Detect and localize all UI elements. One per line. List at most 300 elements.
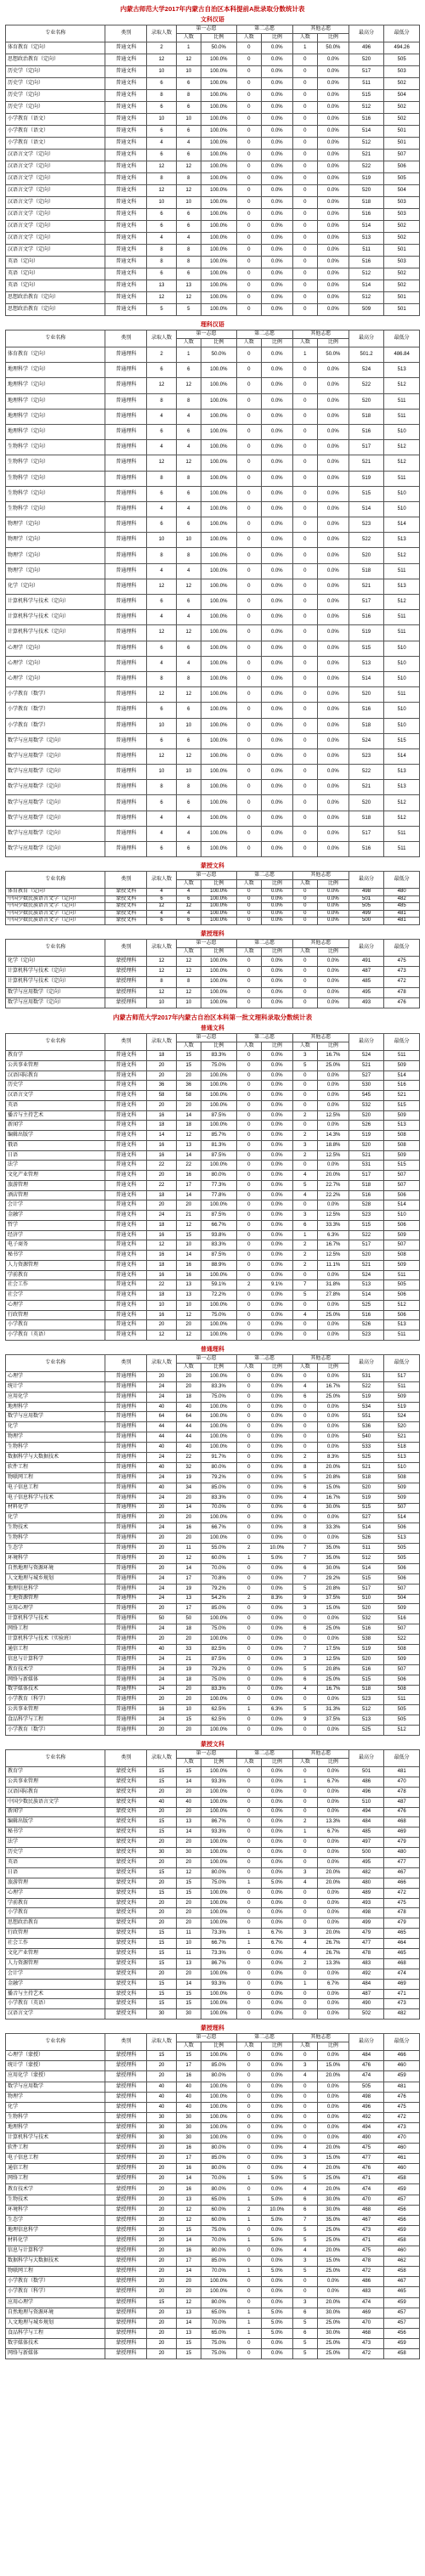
cell-first-count: 16 [176,2144,201,2154]
cell-other-ratio: 12.5% [318,1110,349,1121]
cell-other-ratio: 35.0% [318,1544,349,1554]
cell-plan: 8 [147,90,176,102]
cell-major: 信息与计算科学 [6,2246,105,2257]
cell-second-ratio: 0.0% [261,1503,292,1513]
cell-first-ratio: 100.0% [201,501,237,517]
table-row [6,1604,420,1614]
cell-other-count: 3 [292,1604,317,1614]
cell-plan: 20 [147,2287,176,2297]
table-row [6,1969,420,1979]
cell-max: 514 [348,126,384,138]
section-title: 蒙授文科 [201,1741,224,1748]
cell-other-count: 0 [292,987,317,997]
cell-other-ratio: 0.0% [318,2051,349,2061]
cell-plan: 12 [147,903,176,911]
cell-category: 普通文科 [105,1100,147,1110]
cell-first-count: 22 [176,1453,201,1463]
cell-first-ratio: 100.0% [201,2051,237,2061]
cell-other-count: 0 [292,910,317,918]
cell-max: 525 [348,1300,384,1310]
cell-second-count: 0 [236,363,261,378]
cell-plan: 24 [147,1584,176,1594]
cell-other-ratio: 0.0% [318,703,349,718]
cell-second-count: 0 [236,1664,261,1675]
table-row [6,1878,420,1888]
cell-max: 551 [348,1412,384,1422]
cell-category: 普通理科 [105,533,147,548]
cell-other-count: 5 [292,1705,317,1715]
cell-first-ratio: 100.0% [201,1969,237,1979]
table-row [6,1777,420,1787]
col-header-count: 人数 [292,1042,317,1051]
table-row [6,1161,420,1171]
cell-second-count: 0 [236,138,261,150]
cell-second-count: 1 [236,2235,261,2246]
cell-second-count: 0 [236,2009,261,2020]
cell-major: 汉语言文学（定向） [6,173,105,185]
cell-second-count: 0 [236,1777,261,1787]
cell-other-ratio: 0.0% [318,1121,349,1131]
table-row [6,1412,420,1422]
cell-min: 512 [384,595,420,610]
cell-min: 513 [384,765,420,780]
table-row [6,718,420,733]
cell-plan: 12 [147,185,176,197]
cell-other-ratio: 18.8% [318,1140,349,1150]
col-header-count: 人数 [236,1758,261,1766]
cell-second-count: 0 [236,185,261,197]
cell-other-count: 0 [292,718,317,733]
cell-other-ratio: 0.0% [318,245,349,257]
cell-second-ratio: 5.0% [261,1878,292,1888]
cell-other-count: 5 [292,1060,317,1071]
cell-other-count: 0 [292,1858,317,1868]
cell-first-ratio: 80.0% [201,2164,237,2174]
cell-min: 475 [384,1898,420,1908]
col-header-major: 专业名称 [6,1354,105,1371]
cell-other-count: 0 [292,455,317,471]
cell-max: 469 [348,2308,384,2318]
cell-other-count: 0 [292,268,317,280]
cell-other-ratio: 22.2% [318,1190,349,1200]
cell-first-count: 18 [176,1624,201,1635]
table-row [6,209,420,221]
table-row [6,1534,420,1544]
cell-other-count: 0 [292,656,317,671]
cell-min: 505 [384,1544,420,1554]
cell-second-count: 0 [236,548,261,563]
cell-other-ratio: 0.0% [318,1432,349,1443]
cell-first-ratio: 85.0% [201,2061,237,2071]
cell-major: 食品科学与工程 [6,2328,105,2338]
cell-other-count: 6 [292,2308,317,2318]
cell-second-ratio: 0.0% [261,1260,292,1270]
cell-min: 510 [384,1462,420,1472]
cell-major: 数据科学与大数据技术 [6,1453,105,1463]
cell-category: 普通理科 [105,1402,147,1412]
cell-first-ratio: 100.0% [201,245,237,257]
cell-category: 蒙授文科 [105,1797,147,1807]
cell-min: 506 [384,1190,420,1200]
table-row [6,501,420,517]
cell-second-ratio: 0.0% [261,1715,292,1726]
cell-second-count: 0 [236,161,261,173]
header-row-top [6,2034,420,2042]
cell-second-ratio: 0.0% [261,1766,292,1777]
cell-plan: 18 [147,1260,176,1270]
cell-max: 521 [348,1150,384,1161]
cell-max: 482 [348,1867,384,1878]
cell-other-count: 0 [292,1999,317,2009]
cell-plan: 15 [147,2297,176,2308]
cell-second-ratio: 0.0% [261,1371,292,1381]
cell-other-count: 0 [292,2287,317,2297]
cell-other-ratio: 0.0% [318,2122,349,2133]
cell-min: 509 [384,1604,420,1614]
cell-major: 汉语言文学 [6,2009,105,2020]
cell-other-count: 7 [292,1280,317,1291]
col-header-first-choice: 第一志愿 [176,1034,236,1042]
cell-second-count: 0 [236,1503,261,1513]
cell-second-ratio: 5.0% [261,2318,292,2328]
admission-table [5,1354,420,1736]
cell-second-count: 0 [236,501,261,517]
cell-first-ratio: 79.2% [201,1584,237,1594]
cell-other-count: 0 [292,533,317,548]
cell-first-ratio: 100.0% [201,2277,237,2287]
cell-other-ratio: 26.7% [318,1939,349,1949]
cell-second-count: 0 [236,1523,261,1534]
table-row [6,2092,420,2102]
cell-other-ratio: 25.0% [318,1310,349,1320]
col-header-second-choice: 第二志愿 [236,1034,292,1042]
cell-first-ratio: 100.0% [201,1513,237,1523]
cell-first-ratio: 81.3% [201,1140,237,1150]
cell-major: 地理科学（定向） [6,409,105,424]
table-row [6,2009,420,2020]
cell-major: 思想政治教育（定向） [6,292,105,304]
cell-first-ratio: 100.0% [201,595,237,610]
cell-second-count: 0 [236,765,261,780]
table-row [6,161,420,173]
cell-min: 458 [384,2348,420,2359]
cell-major: 物理学（定向） [6,563,105,579]
col-header-major: 专业名称 [6,872,105,889]
col-header-ratio: 比例 [318,2042,349,2051]
table-row [6,1929,420,1939]
cell-major: 化学（定向） [6,956,105,966]
cell-second-ratio: 6.3% [261,1705,292,1715]
cell-first-ratio: 77.3% [201,1180,237,1190]
cell-second-count: 0 [236,2184,261,2195]
cell-max: 517 [348,826,384,841]
cell-other-count: 0 [292,749,317,764]
cell-second-count: 0 [236,1644,261,1654]
cell-min: 511 [384,409,420,424]
cell-max: 536 [348,1422,384,1432]
col-header-count: 人数 [176,947,201,956]
cell-major: 英语（定向） [6,257,105,268]
table-row [6,409,420,424]
cell-other-ratio: 30.0% [318,2308,349,2318]
cell-second-count: 0 [236,1908,261,1918]
cell-second-count: 0 [236,687,261,703]
cell-plan: 6 [147,842,176,857]
cell-plan: 20 [147,1726,176,1736]
cell-second-count: 0 [236,440,261,455]
cell-first-count: 12 [176,1131,201,1141]
cell-first-ratio: 100.0% [201,1161,237,1171]
cell-other-count: 2 [292,1110,317,1121]
cell-major: 物理学 [6,1432,105,1443]
cell-first-count: 4 [176,138,201,150]
col-header-count: 人数 [176,880,201,889]
cell-first-ratio: 100.0% [201,517,237,533]
cell-second-count: 0 [236,1726,261,1736]
cell-major: 数据科学与大数据技术 [6,2257,105,2267]
cell-first-ratio: 66.7% [201,1939,237,1949]
cell-category: 普通理科 [105,842,147,857]
cell-plan: 10 [147,997,176,1008]
cell-other-ratio: 25.0% [318,1392,349,1402]
cell-first-count: 15 [176,2348,201,2359]
cell-first-ratio: 79.2% [201,1664,237,1675]
cell-other-ratio: 0.0% [318,1200,349,1211]
cell-second-count: 0 [236,1918,261,1929]
cell-category: 蒙授文科 [105,1918,147,1929]
cell-other-ratio: 30.0% [318,1563,349,1573]
cell-major: 数学与应用数学（定向） [6,997,105,1008]
cell-major: 数学与应用数学（定向） [6,733,105,749]
cell-category: 普通文科 [105,1121,147,1131]
cell-min: 509 [384,1150,420,1161]
cell-min: 478 [384,1908,420,1918]
cell-plan: 12 [147,378,176,393]
cell-plan: 4 [147,501,176,517]
table-row [6,563,420,579]
cell-first-count: 15 [176,1060,201,1071]
table-row [6,780,420,795]
col-header-second-choice: 第二志愿 [236,330,292,339]
header-row-top [6,1034,420,1042]
cell-other-ratio: 25.0% [318,2225,349,2235]
cell-first-count: 6 [176,424,201,439]
cell-first-count: 15 [176,2225,201,2235]
cell-second-ratio: 5.0% [261,2215,292,2225]
cell-other-ratio: 20.0% [318,2164,349,2174]
cell-second-count: 0 [236,1443,261,1453]
cell-first-ratio: 66.7% [201,1523,237,1534]
cell-plan: 16 [147,1705,176,1715]
cell-second-ratio: 0.0% [261,409,292,424]
cell-max: 512 [348,102,384,114]
cell-first-ratio: 100.0% [201,889,237,896]
cell-min: 511 [384,1270,420,1280]
cell-plan: 4 [147,656,176,671]
cell-second-ratio: 0.0% [261,2133,292,2144]
cell-other-count: 4 [292,1939,317,1949]
cell-second-ratio: 0.0% [261,625,292,641]
cell-max: 498 [348,2092,384,2102]
cell-max: 498 [348,889,384,896]
cell-other-ratio: 0.0% [318,733,349,749]
cell-max: 501 [348,895,384,903]
col-header-category: 类别 [105,2034,147,2051]
table-row [6,1230,420,1240]
cell-second-count: 0 [236,1432,261,1443]
cell-other-count: 7 [292,2215,317,2225]
cell-first-count: 10 [176,1240,201,1251]
cell-category: 蒙授文科 [105,1867,147,1878]
col-header-ratio: 比例 [318,1042,349,1051]
cell-category: 普通理科 [105,795,147,811]
cell-other-count: 0 [292,501,317,517]
cell-min: 482 [384,895,420,903]
cell-category: 普通理科 [105,1644,147,1654]
cell-min: 501 [384,138,420,150]
cell-category: 普通理科 [105,1726,147,1736]
cell-min: 466 [384,1878,420,1888]
cell-first-count: 6 [176,221,201,233]
cell-min: 507 [384,1171,420,1181]
cell-other-count: 0 [292,1121,317,1131]
cell-first-ratio: 70.8% [201,1573,237,1584]
cell-first-count: 20 [176,1071,201,1081]
cell-second-ratio: 0.0% [261,1848,292,1858]
cell-category: 蒙授理科 [105,977,147,987]
cell-second-count: 0 [236,1635,261,1645]
cell-other-count: 0 [292,173,317,185]
cell-second-count: 0 [236,1270,261,1280]
cell-category: 普通理科 [105,1412,147,1422]
col-header-major: 专业名称 [6,25,105,42]
cell-first-count: 40 [176,1402,201,1412]
cell-second-count: 0 [236,997,261,1008]
cell-other-ratio: 0.0% [318,114,349,126]
cell-other-count: 0 [292,257,317,268]
cell-max: 533 [348,1443,384,1453]
cell-max: 522 [348,533,384,548]
cell-other-ratio: 0.0% [318,209,349,221]
cell-second-ratio: 0.0% [261,703,292,718]
cell-second-ratio: 0.0% [261,1604,292,1614]
cell-second-count: 0 [236,1898,261,1908]
cell-other-ratio: 0.0% [318,1766,349,1777]
col-header-count: 人数 [176,1758,201,1766]
cell-second-count: 0 [236,2257,261,2267]
cell-plan: 24 [147,1453,176,1463]
cell-second-ratio: 0.0% [261,1230,292,1240]
cell-major: 计算机科学与技术 [6,1614,105,1624]
table-row [6,895,420,903]
cell-min: 476 [384,1807,420,1817]
cell-other-count: 9 [292,1594,317,1604]
admission-table [5,330,420,857]
cell-plan: 15 [147,1939,176,1949]
cell-category: 普通文科 [105,1071,147,1081]
cell-second-count: 0 [236,1858,261,1868]
cell-plan: 20 [147,1918,176,1929]
cell-other-ratio: 25.0% [318,2235,349,2246]
cell-first-count: 1 [176,42,201,54]
cell-plan: 8 [147,780,176,795]
table-row [6,2133,420,2144]
table-row [6,1110,420,1121]
cell-first-ratio: 100.0% [201,977,237,987]
cell-second-count: 0 [236,1240,261,1251]
cell-second-ratio: 0.0% [261,842,292,857]
cell-first-count: 4 [176,910,201,918]
cell-plan: 14 [147,1131,176,1141]
cell-min: 515 [384,1100,420,1110]
cell-category: 普通文科 [105,66,147,78]
table-row [6,1483,420,1493]
cell-category: 蒙授理科 [105,966,147,976]
cell-first-ratio: 100.0% [201,842,237,857]
cell-plan: 18 [147,1291,176,1301]
cell-other-count: 0 [292,2112,317,2122]
col-header-first-choice: 第一志愿 [176,2034,236,2042]
table-row [6,1432,420,1443]
cell-plan: 20 [147,2225,176,2235]
cell-other-ratio: 0.0% [318,895,349,903]
cell-min: 469 [384,1979,420,1989]
cell-second-ratio: 0.0% [261,1270,292,1280]
cell-plan: 12 [147,987,176,997]
cell-major: 英语 [6,1100,105,1110]
cell-first-ratio: 55.0% [201,1544,237,1554]
cell-other-ratio: 0.0% [318,765,349,780]
cell-major: 行政管理 [6,1929,105,1939]
cell-max: 517 [348,1240,384,1251]
cell-category: 普通理科 [105,1654,147,1664]
cell-category: 蒙授文科 [105,1908,147,1918]
cell-category: 蒙授理科 [105,2051,147,2061]
cell-first-ratio: 100.0% [201,811,237,826]
cell-plan: 20 [147,1787,176,1797]
table-row [6,987,420,997]
cell-second-count: 1 [236,1553,261,1563]
cell-second-count: 1 [236,2215,261,2225]
cell-second-ratio: 0.0% [261,2092,292,2102]
table-row [6,363,420,378]
cell-other-ratio: 0.0% [318,910,349,918]
table-row [6,1071,420,1081]
cell-category: 蒙授理科 [105,2267,147,2277]
cell-min: 457 [384,2308,420,2318]
cell-first-count: 20 [176,2287,201,2297]
cell-plan: 4 [147,910,176,918]
cell-second-count: 0 [236,1180,261,1190]
cell-major: 数字媒体技术 [6,2338,105,2348]
table-row [6,1705,420,1715]
cell-first-ratio: 79.2% [201,1472,237,1483]
cell-plan: 36 [147,1081,176,1091]
cell-other-ratio: 30.0% [318,2195,349,2205]
cell-second-count: 0 [236,641,261,656]
cell-plan: 15 [147,1929,176,1939]
cell-max: 517 [348,1584,384,1594]
cell-min: 508 [384,1644,420,1654]
col-header-second-choice: 第二志愿 [236,1749,292,1758]
cell-other-count: 0 [292,197,317,209]
cell-second-count: 0 [236,1300,261,1310]
cell-other-count: 3 [292,1211,317,1221]
cell-major: 公共事业管理 [6,1060,105,1071]
cell-plan: 8 [147,671,176,686]
cell-second-ratio: 0.0% [261,671,292,686]
cell-first-count: 13 [176,1594,201,1604]
